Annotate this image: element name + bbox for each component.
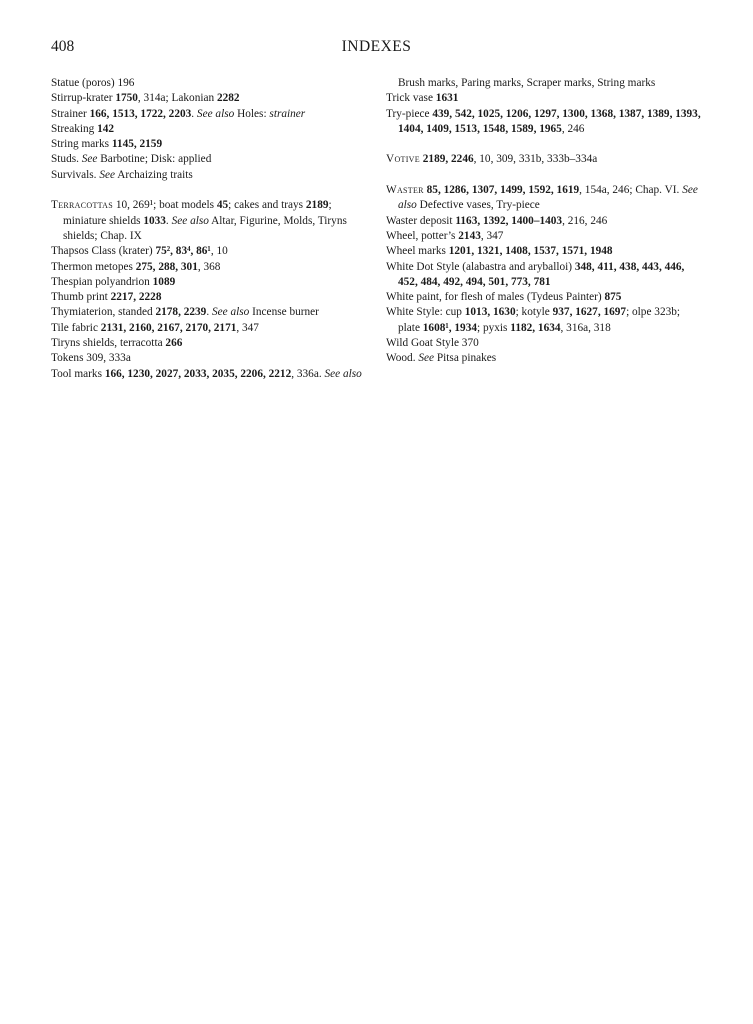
- entry-text: ; cakes and trays: [228, 199, 306, 212]
- entry-text: Wood.: [386, 352, 419, 365]
- entry-text: Strainer: [51, 107, 90, 120]
- entry-text: , 216, 246: [562, 214, 608, 227]
- index-entry: [51, 91, 369, 106]
- entry-text: Barbotine; Disk: applied: [97, 153, 212, 166]
- entry-text: Statue (poros) 196: [51, 77, 135, 89]
- index-entry: [51, 152, 369, 167]
- index-entry: [386, 91, 704, 106]
- entry-text: Wild Goat Style 370: [386, 337, 479, 350]
- entry-text: Tile fabric: [51, 321, 101, 334]
- entry-text: 45: [216, 199, 229, 212]
- entry-text: Incense burner: [249, 306, 319, 319]
- entry-text: 166, 1513, 1722, 2203: [89, 107, 192, 120]
- entry-text: 2189, 2246: [422, 153, 474, 166]
- entry-text: Votive: [386, 153, 420, 166]
- running-head: INDEXES: [341, 38, 412, 55]
- entry-text: 348, 411, 438, 443, 446, 452, 484, 492, 494, 501, 773, 781: [398, 260, 688, 288]
- entry-text: Streaking: [51, 122, 98, 135]
- entry-text: See: [99, 168, 116, 181]
- entry-text: 1033: [143, 214, 166, 227]
- entry-text: Archaizing traits: [115, 168, 193, 181]
- entry-text: 2178, 2239: [155, 306, 207, 319]
- entry-text: 875: [604, 291, 622, 304]
- index-entry: [386, 183, 704, 214]
- entry-text: Brush marks, Paring marks, Scraper marks, String marks: [398, 77, 656, 89]
- entry-text: Defective vases, Try-piece: [416, 199, 540, 212]
- entry-text: Studs.: [51, 153, 82, 166]
- entry-text: 1750: [115, 92, 138, 105]
- entry-text: .: [191, 107, 197, 120]
- index-entry: [51, 244, 369, 259]
- index-entry: [386, 107, 704, 138]
- entry-text: See also: [171, 214, 209, 227]
- entry-text: Trick vase: [386, 92, 436, 105]
- entry-text: See also: [196, 107, 235, 120]
- entry-text: 275, 288, 301: [135, 260, 198, 273]
- entry-text: , 314a; Lakonian: [137, 92, 217, 105]
- index-entry: [386, 351, 704, 366]
- entry-text: , 154a, 246; Chap. VI.: [579, 184, 683, 197]
- index-entry: [51, 260, 369, 275]
- index-entry: [386, 214, 704, 229]
- entry-text: 1145, 2159: [111, 138, 163, 151]
- entry-text: , 10, 309, 331b, 333b–334a: [473, 153, 598, 166]
- entry-text: 1013, 1630: [464, 306, 516, 319]
- entry-text: 266: [165, 337, 183, 350]
- entry-text: 2131, 2160, 2167, 2170, 2171: [100, 321, 237, 334]
- index-entry: [51, 290, 369, 305]
- entry-text: 1631: [435, 92, 459, 105]
- entry-text: ; olpe 323b; plate: [398, 306, 683, 334]
- entry-text: See also: [398, 184, 701, 212]
- entry-text: Waster: [386, 184, 424, 197]
- entry-text: Thapsos Class (krater): [51, 245, 156, 258]
- entry-text: White Dot Style (alabastra and aryballoi): [386, 260, 575, 273]
- entry-text: Waster deposit: [386, 214, 456, 227]
- entry-text: , 336a.: [291, 367, 325, 380]
- index-entry: [386, 244, 704, 259]
- entry-text: Survivals.: [51, 168, 100, 181]
- index-entry: [51, 275, 369, 290]
- entry-text: White Style: cup: [386, 306, 465, 319]
- entry-text: , 10: [210, 245, 228, 258]
- entry-text: 937, 1627, 1697: [552, 306, 627, 319]
- entry-text: 2189: [305, 199, 329, 212]
- entry-text: Terracottas: [51, 199, 114, 212]
- entry-text: Wheel, potter’s: [386, 229, 459, 242]
- entry-text: See: [81, 153, 98, 166]
- entry-text: .: [165, 214, 172, 227]
- entry-text: 2143: [458, 229, 481, 242]
- index-entry: [386, 152, 704, 167]
- page-number: 408: [51, 38, 75, 55]
- entry-text: Pitsa pinakes: [434, 352, 497, 365]
- entry-text: , 246: [561, 122, 585, 135]
- entry-text: 2282: [216, 92, 240, 105]
- index-entry: [386, 336, 704, 351]
- index-entry: [51, 107, 369, 122]
- entry-text: Tokens 309, 333a: [51, 352, 131, 365]
- entry-text: 166, 1230, 2027, 2033, 2035, 2206, 2212: [104, 367, 292, 380]
- entry-text: Thumb print: [51, 291, 111, 304]
- index-entry: [51, 367, 369, 382]
- index-entry: [51, 336, 369, 351]
- entry-text: 1089: [152, 275, 176, 288]
- index-column-left: [51, 76, 369, 382]
- entry-text: , 316a, 318: [560, 321, 611, 334]
- entry-text: See also: [324, 367, 362, 380]
- index-entry: [386, 305, 704, 336]
- entry-text: Wheel marks: [386, 245, 449, 258]
- entry-text: Stirrup-krater: [51, 92, 116, 105]
- index-entry: [51, 137, 369, 152]
- index-entry-continuation: [386, 76, 704, 91]
- entry-text: Try-piece: [386, 107, 433, 120]
- entry-text: Holes:: [234, 107, 270, 120]
- entry-text: Thermon metopes: [51, 260, 136, 273]
- entry-text: , 347: [480, 229, 504, 242]
- entry-text: 1201, 1321, 1408, 1537, 1571, 1948: [448, 245, 613, 258]
- entry-text: 1163, 1392, 1400–1403: [455, 214, 563, 227]
- entry-text: ; kotyle: [515, 306, 553, 319]
- entry-text: Altar, Figurine, Molds, Tiryns shields; Chap. IX: [63, 214, 350, 242]
- entry-text: , 368: [197, 260, 221, 273]
- entry-text: Tiryns shields, terracotta: [51, 337, 166, 350]
- entry-text: strainer: [269, 107, 306, 120]
- index-entry: [386, 229, 704, 244]
- entry-text: 75², 83⁴, 86¹: [155, 245, 211, 258]
- index-entry: [51, 305, 369, 320]
- entry-text: Thespian polyandrion: [51, 275, 153, 288]
- entry-text: String marks: [51, 138, 112, 151]
- entry-text: Tool marks: [51, 367, 105, 380]
- entry-text: 1182, 1634: [510, 321, 561, 334]
- entry-text: 85, 1286, 1307, 1499, 1592, 1619: [426, 184, 580, 197]
- index-column-right: [386, 76, 704, 367]
- entry-text: 2217, 2228: [110, 291, 162, 304]
- entry-text: 439, 542, 1025, 1206, 1297, 1300, 1368, 1387, 1389, 1393, 1404, 1409, 1513, 1548, 1589, 1965: [398, 107, 704, 135]
- entry-text: 10, 269¹; boat models: [113, 199, 217, 212]
- index-entry: [51, 351, 369, 366]
- index-entry: [51, 321, 369, 336]
- entry-text: See also: [211, 306, 250, 319]
- entry-text: ; miniature shields: [63, 199, 335, 227]
- entry-text: , 347: [236, 321, 259, 334]
- entry-text: White paint, for flesh of males (Tydeus Painter): [386, 291, 605, 304]
- index-entry: [51, 198, 369, 244]
- index-entry: [51, 76, 369, 91]
- entry-text: ; pyxis: [477, 321, 511, 334]
- index-entry: [51, 122, 369, 137]
- index-entry: [386, 260, 704, 291]
- entry-text: Thymiaterion, standed: [51, 306, 156, 319]
- index-entry: [386, 290, 704, 305]
- entry-text: 1608¹, 1934: [422, 321, 478, 334]
- entry-text: .: [206, 306, 212, 319]
- entry-text: 142: [97, 122, 115, 135]
- index-entry: [51, 168, 369, 183]
- entry-text: See: [418, 352, 435, 365]
